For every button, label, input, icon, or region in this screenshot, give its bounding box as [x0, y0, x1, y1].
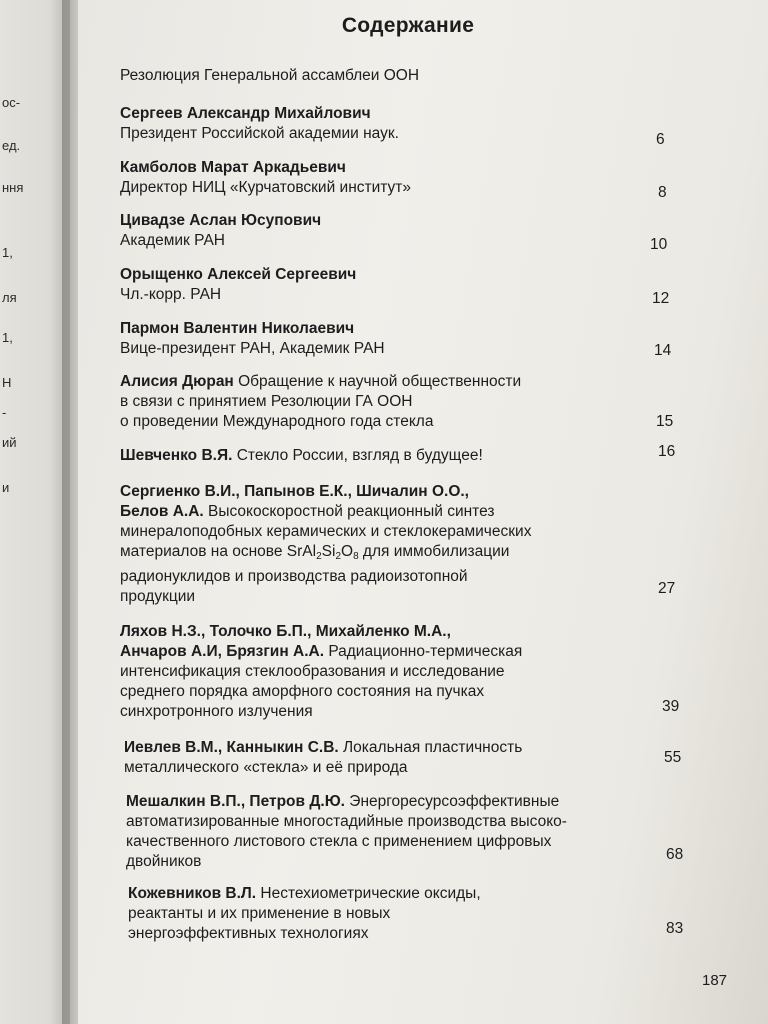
entry-title: Обращение к научной общественности: [233, 373, 522, 390]
entry-title: Локальная пластичность: [338, 739, 523, 756]
entry-title-line: синхротронного излучения: [120, 703, 313, 720]
entry-page-number: 55: [664, 749, 682, 766]
toc-entry: [126, 792, 706, 872]
toc-entry: [120, 265, 680, 305]
facing-fragment: и: [2, 480, 10, 495]
formula-subscript: 2: [335, 551, 341, 562]
formula-subscript: 2: [316, 551, 322, 562]
entry-page-number: 6: [656, 131, 665, 148]
entry-page-number: 68: [666, 846, 684, 863]
entry-author: Иевлев В.М., Канныкин С.В.: [124, 739, 339, 756]
facing-fragment: Н: [2, 375, 12, 390]
entry-title-line: [120, 542, 680, 567]
entry-page-number: 83: [666, 920, 684, 937]
entry-desc: Директор НИЦ «Курчатовский институт»: [120, 179, 412, 196]
page-title: Содержание: [341, 14, 475, 37]
entry-title-line: в связи с принятием Резолюции ГА ООН: [120, 393, 413, 410]
entry-author: Сергиенко В.И., Папынов Е.К., Шичалин О.О.,: [120, 483, 469, 500]
toc-entry: [128, 884, 688, 944]
toc-entry: [120, 158, 680, 198]
entry-author: Цивадзе Аслан Юсупович: [120, 212, 322, 229]
entry-author: Сергеев Александр Михайлович: [120, 105, 371, 122]
entry-author: Белов А.А.: [120, 503, 204, 520]
facing-fragment: 1,: [2, 245, 13, 260]
toc-entry: [120, 104, 680, 144]
entry-page-number: 8: [658, 184, 667, 201]
entry-page-number: 39: [662, 698, 680, 715]
toc-page: [78, 0, 768, 1024]
entry-title: Стекло России, взгляд в будущее!: [232, 447, 483, 464]
entry-author: Кожевников В.Л.: [128, 885, 257, 902]
entry-title-line: минералоподобных керамических и стеклокерамических: [120, 523, 532, 540]
toc-entry: [124, 738, 684, 778]
entry-page-number: 16: [658, 443, 676, 460]
entry-desc: Академик РАН: [120, 232, 225, 249]
formula-part: материалов на основе SrAl: [120, 543, 317, 560]
entry-page-number: 27: [658, 580, 676, 597]
entry-author: Ляхов Н.З., Толочко Б.П., Михайленко М.А.,: [120, 623, 451, 640]
entry-title-line: энергоэффективных технологиях: [128, 925, 369, 942]
formula-part: для иммобилизации: [358, 543, 510, 560]
formula-part: O: [341, 543, 354, 560]
facing-fragment: ед.: [2, 138, 21, 153]
entry-author: Мешалкин В.П., Петров Д.Ю.: [126, 793, 345, 810]
entry-title-line: среднего порядка аморфного состояния на пучках: [120, 683, 485, 700]
entry-desc: Президент Российской академии наук.: [120, 125, 399, 142]
entry-author: Орыщенко Алексей Сергеевич: [120, 266, 357, 283]
entry-title: Нестехиометрические оксиды,: [256, 885, 481, 902]
entry-desc: Вице-президент РАН, Академик РАН: [120, 340, 385, 357]
facing-page: [0, 0, 70, 1024]
toc-entry: [120, 446, 680, 466]
toc-entry: [120, 319, 680, 359]
entry-page-number: 15: [656, 413, 674, 430]
entry-title-line: качественного листового стекла с применением цифровых: [126, 833, 552, 850]
entry-author: Алисия Дюран: [120, 373, 234, 390]
facing-fragment: ння: [2, 180, 24, 195]
toc-resolution: [120, 66, 680, 86]
facing-fragment: -: [2, 405, 7, 420]
entry-title-line: интенсификация стеклообразования и исследование: [120, 663, 505, 680]
entry-page-number: 14: [654, 342, 672, 359]
facing-fragment: ий: [2, 435, 17, 450]
toc-entry: [120, 372, 680, 432]
entry-title-line: реактанты и их применение в новых: [128, 905, 391, 922]
toc-entry: [120, 211, 680, 251]
entry-title: Энергоресурсоэффективные: [345, 793, 560, 810]
entry-author: Шевченко В.Я.: [120, 447, 233, 464]
toc-entry: [120, 622, 680, 722]
entry-page-number: 12: [652, 290, 670, 307]
toc-entry: [120, 482, 680, 607]
entry-author: Пармон Валентин Николаевич: [120, 320, 355, 337]
facing-fragment: ос-: [2, 95, 21, 110]
entry-title-line: автоматизированные многостадийные производства высоко-: [126, 813, 567, 830]
entry-desc: Чл.-корр. РАН: [120, 286, 222, 303]
entry-title-line: продукции: [120, 588, 196, 605]
entry-page-number: 10: [650, 236, 668, 253]
facing-fragment: 1,: [2, 330, 13, 345]
entry-title: Радиационно-термическая: [324, 643, 523, 660]
formula-subscript: 8: [353, 551, 359, 562]
entry-title-line: о проведении Международного года стекла: [120, 413, 434, 430]
entry-title-line: металлического «стекла» и её природа: [124, 759, 408, 776]
folio-page-number: 187: [702, 972, 728, 989]
entry-title-line: радионуклидов и производства радиоизотопной: [120, 568, 468, 585]
formula-part: Si: [321, 543, 336, 560]
entry-author: Камболов Марат Аркадьевич: [120, 159, 346, 176]
entry-author: Анчаров А.И, Брязгин А.А.: [120, 643, 325, 660]
facing-fragment: ля: [2, 290, 17, 305]
resolution-text: Резолюция Генеральной ассамблеи ООН: [120, 67, 420, 84]
entry-title: Высокоскоростной реакционный синтез: [203, 503, 495, 520]
entry-title-line: двойников: [126, 853, 202, 870]
